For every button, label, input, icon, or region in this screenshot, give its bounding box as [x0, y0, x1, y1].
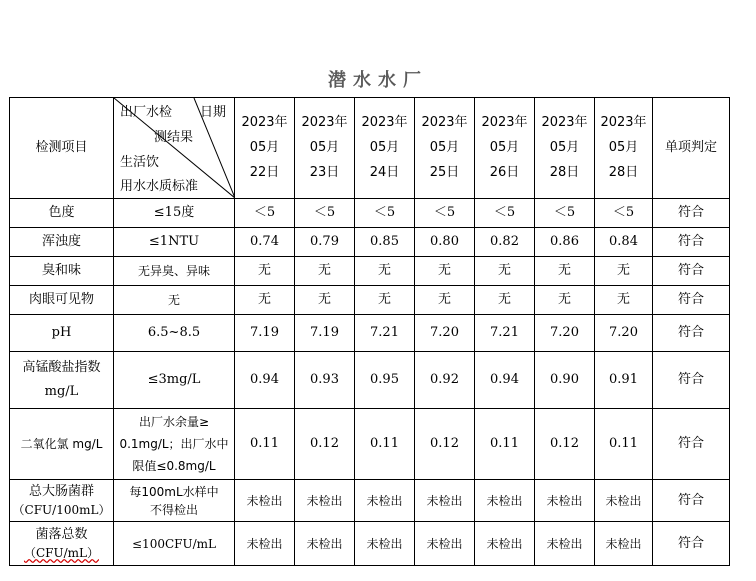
row-value: 无 [415, 257, 475, 286]
row-value: 0.92 [415, 352, 475, 409]
row-item [10, 480, 114, 522]
table-row [10, 286, 730, 315]
date-day: 26日 [489, 165, 520, 180]
date-year: 2023年 [541, 115, 588, 130]
row-value: 0.12 [535, 409, 595, 480]
date-day: 24日 [369, 165, 400, 180]
row-value: ＜5 [415, 199, 475, 228]
row-value: 未检出 [295, 480, 355, 522]
row-value: 无 [535, 286, 595, 315]
row-value: 0.82 [475, 228, 535, 257]
table-row [10, 257, 730, 286]
row-value: 无 [475, 257, 535, 286]
row-value: 未检出 [295, 522, 355, 566]
table-row [10, 522, 730, 566]
row-value: 7.20 [595, 315, 653, 352]
page-title: 潜水水厂 [328, 70, 428, 91]
header-diag-line1: 出厂水检 [120, 105, 173, 120]
row-standard: ≤3mg/L [114, 352, 235, 409]
date-header [295, 98, 355, 199]
date-year: 2023年 [361, 115, 408, 130]
row-value: 未检出 [415, 522, 475, 566]
row-value: 7.21 [355, 315, 415, 352]
row-value: 无 [415, 286, 475, 315]
row-value: 7.19 [235, 315, 295, 352]
row-value: 未检出 [235, 480, 295, 522]
row-value: 无 [475, 286, 535, 315]
row-value: ＜5 [535, 199, 595, 228]
row-value: 7.19 [295, 315, 355, 352]
date-year: 2023年 [421, 115, 468, 130]
row-value: 0.84 [595, 228, 653, 257]
row-judgement: 符合 [653, 352, 730, 409]
row-value: 无 [295, 257, 355, 286]
date-year: 2023年 [241, 115, 288, 130]
row-value: 0.94 [475, 352, 535, 409]
row-value: 无 [595, 286, 653, 315]
row-value: ＜5 [355, 199, 415, 228]
row-value: 未检出 [475, 480, 535, 522]
row-judgement: 符合 [653, 286, 730, 315]
row-value: 未检出 [235, 522, 295, 566]
row-value: 0.80 [415, 228, 475, 257]
row-standard-line2: 0.1mg/L；出厂水中 [119, 437, 229, 451]
row-value: 无 [355, 286, 415, 315]
row-value: ＜5 [295, 199, 355, 228]
row-value: 0.74 [235, 228, 295, 257]
date-day: 28日 [608, 165, 639, 180]
row-value: 0.90 [535, 352, 595, 409]
row-judgement: 符合 [653, 409, 730, 480]
header-judgement-label: 单项判定 [653, 98, 730, 199]
header-row [10, 98, 730, 199]
row-value: 0.85 [355, 228, 415, 257]
row-value: ＜5 [475, 199, 535, 228]
date-month: 05月 [249, 140, 280, 155]
date-month: 05月 [608, 140, 639, 155]
row-value: 无 [355, 257, 415, 286]
date-header [415, 98, 475, 199]
row-standard-line2: 不得检出 [149, 502, 198, 517]
date-year: 2023年 [600, 115, 647, 130]
row-value: 未检出 [535, 522, 595, 566]
table-row [10, 199, 730, 228]
row-value: 0.94 [235, 352, 295, 409]
row-value: 未检出 [475, 522, 535, 566]
header-diag-date: 日期 [200, 105, 227, 120]
date-header [475, 98, 535, 199]
row-value: 未检出 [595, 522, 653, 566]
row-item-line1: 总大肠菌群 [28, 483, 94, 499]
date-month: 05月 [429, 140, 460, 155]
header-item-label: 检测项目 [10, 98, 114, 199]
date-month: 05月 [369, 140, 400, 155]
header-diag-line4: 用水水质标准 [120, 179, 199, 194]
date-month: 05月 [549, 140, 580, 155]
row-standard: ≤100CFU/mL [114, 522, 235, 566]
date-month: 05月 [309, 140, 340, 155]
row-item: 臭和味 [10, 257, 114, 286]
row-value: 未检出 [355, 522, 415, 566]
date-day: 28日 [549, 165, 580, 180]
row-value: ＜5 [235, 199, 295, 228]
date-day: 23日 [309, 165, 340, 180]
row-judgement: 符合 [653, 199, 730, 228]
date-year: 2023年 [301, 115, 348, 130]
row-value: 未检出 [595, 480, 653, 522]
date-year: 2023年 [481, 115, 528, 130]
row-item-line2: mg/L [44, 384, 79, 399]
row-judgement: 符合 [653, 228, 730, 257]
date-header [535, 98, 595, 199]
row-item-line1: 高锰酸盐指数 [22, 360, 101, 375]
row-value: 7.21 [475, 315, 535, 352]
row-item: 二氧化氯 mg/L [10, 409, 114, 480]
row-standard: 6.5~8.5 [114, 315, 235, 352]
row-value: 无 [595, 257, 653, 286]
row-value: 0.86 [535, 228, 595, 257]
row-value: 0.91 [595, 352, 653, 409]
row-item [10, 522, 114, 566]
row-judgement: 符合 [653, 522, 730, 566]
row-item: 浑浊度 [10, 228, 114, 257]
date-header [355, 98, 415, 199]
row-item [10, 352, 114, 409]
header-diag-line3: 生活饮 [120, 155, 160, 170]
row-value: 0.11 [355, 409, 415, 480]
header-diag-line2: 测结果 [154, 130, 194, 145]
row-standard-line1: 出厂水余量≥ [138, 415, 210, 429]
row-standard-line1: 每100mL水样中 [129, 484, 219, 499]
table-row [10, 315, 730, 352]
row-value: 0.93 [295, 352, 355, 409]
row-value: 0.11 [475, 409, 535, 480]
header-diagonal-cell [114, 98, 235, 199]
table-row [10, 480, 730, 522]
date-day: 22日 [249, 165, 280, 180]
row-value: 未检出 [415, 480, 475, 522]
row-value: 7.20 [535, 315, 595, 352]
row-judgement: 符合 [653, 315, 730, 352]
row-item-line2: （CFU/mL） [23, 545, 99, 560]
row-value: 0.79 [295, 228, 355, 257]
row-standard: ≤1NTU [114, 228, 235, 257]
row-judgement: 符合 [653, 480, 730, 522]
row-value: 0.95 [355, 352, 415, 409]
row-item: 肉眼可见物 [10, 286, 114, 315]
table-row [10, 228, 730, 257]
table-row [10, 409, 730, 480]
row-value: 0.11 [235, 409, 295, 480]
row-item-line1: 菌落总数 [35, 526, 88, 542]
row-value: ＜5 [595, 199, 653, 228]
row-value: 0.11 [595, 409, 653, 480]
row-value: 0.12 [415, 409, 475, 480]
row-standard: 无 [114, 286, 235, 315]
date-month: 05月 [489, 140, 520, 155]
water-quality-table [9, 97, 730, 566]
row-standard [114, 480, 235, 522]
row-value: 未检出 [535, 480, 595, 522]
row-value: 无 [535, 257, 595, 286]
row-value: 无 [235, 286, 295, 315]
row-value: 无 [295, 286, 355, 315]
date-header [235, 98, 295, 199]
row-value: 7.20 [415, 315, 475, 352]
table-row [10, 352, 730, 409]
date-day: 25日 [429, 165, 460, 180]
row-standard [114, 409, 235, 480]
row-value: 0.12 [295, 409, 355, 480]
row-item: 色度 [10, 199, 114, 228]
row-standard: 无异臭、异味 [114, 257, 235, 286]
row-standard-line3: 限值≤0.8mg/L [132, 459, 216, 473]
row-item-line2: （CFU/100mL） [12, 502, 111, 517]
row-standard: ≤15度 [114, 199, 235, 228]
date-header [595, 98, 653, 199]
row-value: 未检出 [355, 480, 415, 522]
row-item: pH [10, 315, 114, 352]
row-judgement: 符合 [653, 257, 730, 286]
row-value: 无 [235, 257, 295, 286]
